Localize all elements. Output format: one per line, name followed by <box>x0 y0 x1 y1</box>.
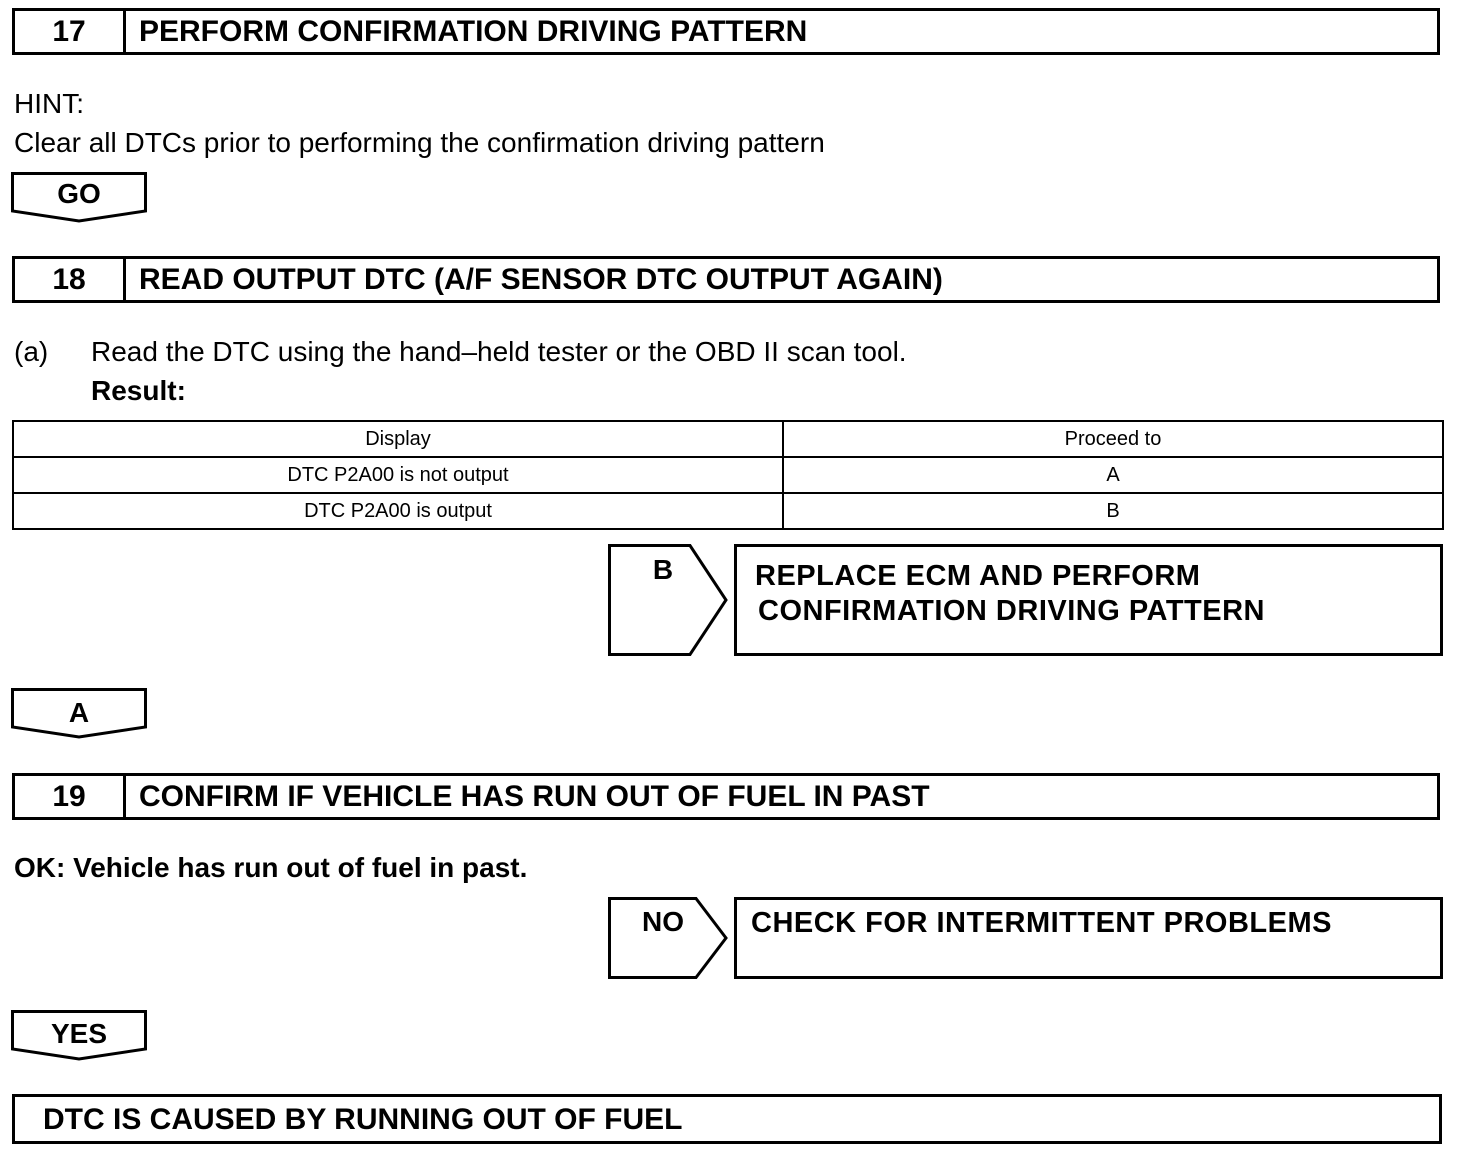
branch-b-action-line2: CONFIRMATION DRIVING PATTERN <box>758 595 1265 627</box>
table-header-row <box>13 421 1443 457</box>
hint-text: Clear all DTCs prior to performing the confirmation driving pattern <box>14 127 825 158</box>
branch-no-label: NO <box>642 906 684 937</box>
final-result-text: DTC IS CAUSED BY RUNNING OUT OF FUEL <box>43 1103 683 1136</box>
step-19-header <box>12 773 1440 820</box>
hint-label: HINT: <box>14 88 84 119</box>
final-result-box <box>12 1094 1442 1144</box>
branch-b-action-box <box>734 544 1443 656</box>
go-arrow <box>11 172 147 224</box>
step-17-header <box>12 8 1440 55</box>
table-row <box>13 457 1443 493</box>
a-label: A <box>68 697 90 728</box>
branch-b-action-line1: REPLACE ECM AND PERFORM <box>755 560 1201 592</box>
ok-text: OK: Vehicle has run out of fuel in past. <box>14 852 528 883</box>
go-label: GO <box>57 178 101 209</box>
step-title: READ OUTPUT DTC (A/F SENSOR DTC OUTPUT AGAIN) <box>139 263 943 296</box>
yes-arrow <box>11 1010 147 1062</box>
table-cell: DTC P2A00 is output <box>13 493 783 529</box>
table-cell: B <box>783 493 1443 529</box>
branch-b-label: B <box>652 554 674 585</box>
step-title: PERFORM CONFIRMATION DRIVING PATTERN <box>139 15 808 48</box>
step-number: 17 <box>15 11 126 52</box>
table-row <box>13 493 1443 529</box>
a-arrow <box>11 688 147 740</box>
table-header-cell: Proceed to <box>783 421 1443 457</box>
branch-b-tag <box>608 544 730 656</box>
branch-no-action-box <box>734 897 1443 979</box>
result-label: Result: <box>91 375 186 406</box>
table-cell: A <box>783 457 1443 493</box>
branch-no-tag <box>608 897 730 979</box>
item-label: (a) <box>14 336 49 367</box>
branch-no-action: CHECK FOR INTERMITTENT PROBLEMS <box>751 907 1332 939</box>
step-number: 19 <box>15 776 126 817</box>
step-18-header <box>12 256 1440 303</box>
item-text: Read the DTC using the hand–held tester or the OBD II scan tool. <box>91 336 907 367</box>
result-table <box>12 420 1444 530</box>
step-title: CONFIRM IF VEHICLE HAS RUN OUT OF FUEL IN PAST <box>139 780 930 813</box>
table-cell: DTC P2A00 is not output <box>13 457 783 493</box>
yes-label: YES <box>50 1018 108 1049</box>
step-number: 18 <box>15 259 126 300</box>
table-header-cell: Display <box>13 421 783 457</box>
